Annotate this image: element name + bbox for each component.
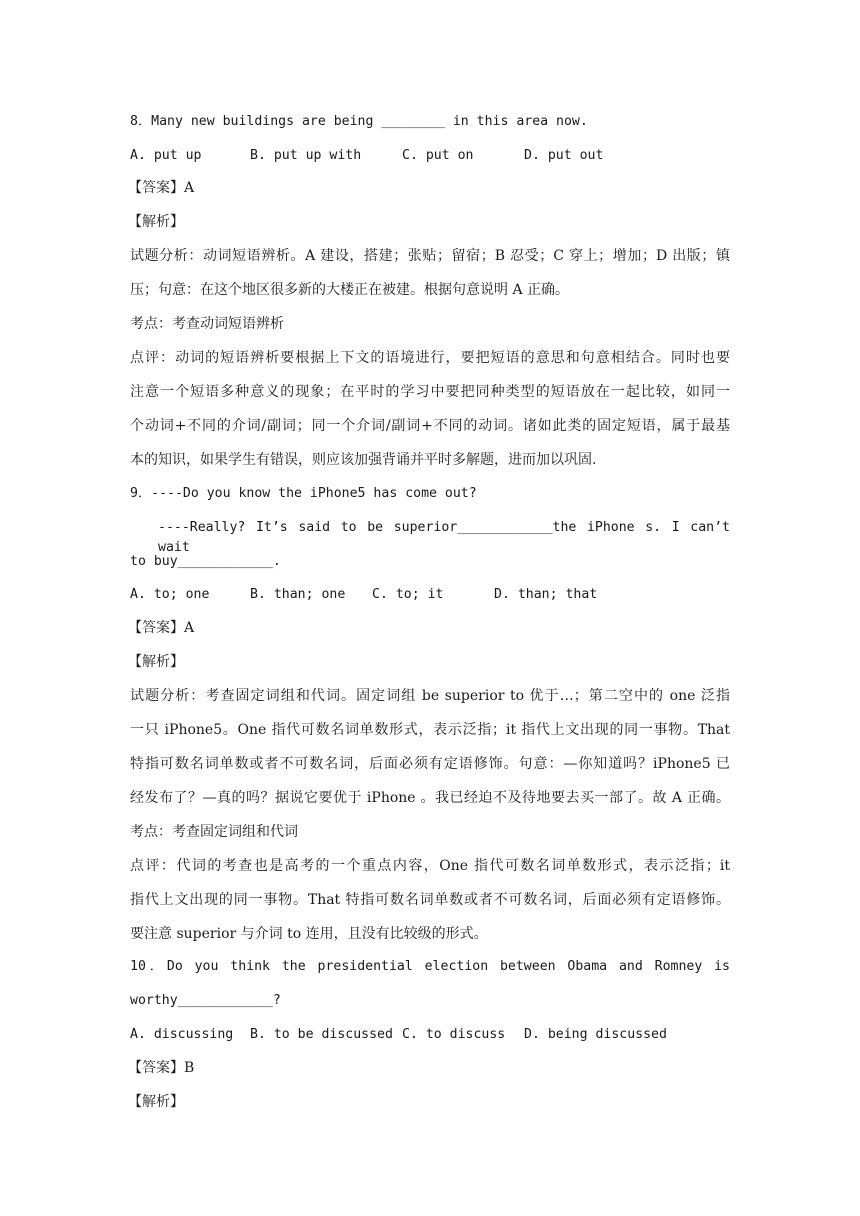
q10-option-d: D. being discussed [524, 1027, 667, 1042]
q8-comment-line: 注意一个短语多种意义的现象；在平时的学习中要把同种类型的短语放在一起比较，如同一 [130, 384, 730, 400]
q8-option-d: D. put out [524, 148, 604, 163]
q10-analysis-label: 【解析】 [128, 1094, 184, 1110]
q9-option-b: B. than; one [250, 587, 346, 602]
q8-analysis-line: 压；句意：在这个地区很多新的大楼正在被建。根据句意说明 A 正确。 [130, 282, 570, 298]
q8-comment-line: 个动词+不同的介词/副词；同一个介词/副词+不同的动词。诸如此类的固定短语，属于最基 [130, 418, 730, 434]
q8-answer: 【答案】A [128, 180, 195, 196]
q10-option-a: A. discussing [130, 1027, 234, 1042]
q8-option-b: B. put up with [250, 148, 362, 163]
q9-answer: 【答案】A [128, 620, 195, 636]
q8-kaodian: 考点：考查动词短语辨析 [130, 316, 284, 332]
q8-analysis-label: 【解析】 [128, 214, 184, 230]
q8-comment-line: 点评：动词的短语辨析要根据上下文的语境进行，要把短语的意思和句意相结合。同时也要 [130, 350, 730, 366]
q9-analysis-line: 一只 iPhone5。One 指代可数名词单数形式，表示泛指；it 指代上文出现的同一事物。That [130, 722, 730, 738]
q10-line: worthy____________? [130, 993, 281, 1008]
q9-comment-line: 要注意 superior 与介词 to 连用，且没有比较级的形式。 [130, 926, 488, 942]
q9-analysis-line: 特指可数名词单数或者不可数名词，后面必须有定语修饰。句意：—你知道吗？iPhone5 已 [130, 756, 730, 772]
q9-analysis-line: 试题分析：考查固定词组和代词。固定词组 be superior to 优于…；第二空中的 one 泛指 [130, 688, 730, 704]
q9-analysis-line: 经发布了？—真的吗？据说它要优于 iPhone 。我已经迫不及待地要去买一部了。故 A 正确。 [130, 790, 730, 806]
q9-option-a: A. to; one [130, 587, 210, 602]
q8-option-c: C. put on [402, 148, 474, 163]
q10-line: 10．Do you think the presidential election between Obama and Romney is [130, 959, 730, 974]
q10-option-b: B. to be discussed [250, 1027, 393, 1042]
q9-option-c: C. to; it [372, 587, 444, 602]
q9-option-d: D. than; that [494, 587, 598, 602]
q9-comment-line: 点评：代词的考查也是高考的一个重点内容，One 指代可数名词单数形式，表示泛指；it [130, 858, 730, 874]
q8-question: 8．Many new buildings are being ________ in this area now. [130, 114, 588, 129]
q9-kaodian: 考点：考查固定词组和代词 [130, 824, 298, 840]
q8-option-a: A. put up [130, 148, 202, 163]
q10-option-c: C. to discuss [402, 1027, 506, 1042]
q10-answer: 【答案】B [128, 1060, 195, 1076]
q8-analysis-line: 试题分析：动词短语辨析。A 建设，搭建；张贴；留宿；B 忍受；C 穿上；增加；D 出版；镇 [130, 248, 730, 264]
q8-comment-line: 本的知识，如果学生有错误，则应该加强背诵并平时多解题，进而加以巩固. [130, 452, 597, 468]
q9-line: ----Really? It’s said to be superior____________the iPhone s. I can’t wait [158, 520, 730, 555]
q9-analysis-label: 【解析】 [128, 654, 184, 670]
q9-line: 9．----Do you know the iPhone5 has come out? [130, 486, 477, 501]
q9-comment-line: 指代上文出现的同一事物。That 特指可数名词单数或者不可数名词，后面必须有定语修饰。 [130, 892, 730, 908]
q9-line: to buy____________. [130, 554, 281, 569]
